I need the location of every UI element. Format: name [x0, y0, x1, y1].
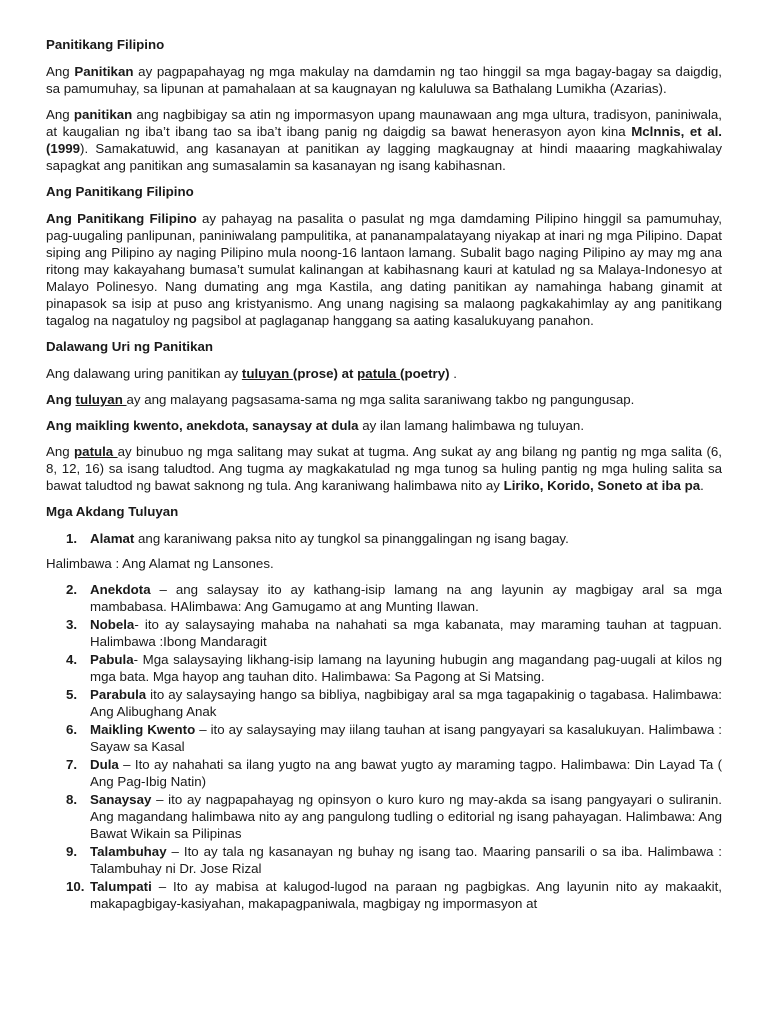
list-item: 4. Pabula- Mga salaysaying likhang-isip lamang na layuning hubugin ang magandang pag-uugali at kilos ng mga bata. Mga hayop ang tauhan dito. Halimbawa: Sa Pagong at Si Matsing. [66, 652, 722, 684]
list-item: 8. Sanaysay – ito ay nagpapahayag ng opinsyon o kuro kuro ng may-akda sa isang pangyayari o suliranin. Ang magandang halimbawa nito ay ang pangulong tudling o editorial ng isang pahayagan. Halimbawa: Ang Bawat Wikain sa Pilipinas [66, 792, 722, 841]
list-akdang-tuluyan-first [46, 530, 722, 547]
list-item: 9. Talambuhay – Ito ay tala ng kasanayan ng buhay ng isang tao. Maaring pansarili o sa iba. Halimbawa : Talambuhay ni Dr. Jose Rizal [66, 844, 722, 876]
paragraph-panitikang-filipino: Ang Panitikang Filipino ay pahayag na pasalita o pasulat ng mga damdaming Pilipino hinggil sa pamumuhay, pag-uugaling panlipunan, paniniwalang pampulitika, at pananampalatayang niyakap at inari ng mga Pilipino. Dapat siping ang Pilipino ay naging Pilipino mula noong-16 lantaon lamang. Subalit bago naging Pilipino ay may mg ana ritong may kakayahang bumasa’t sumulat kalinangan at kabihasnang kauri at katulad ng sa Malaya-Indonesyo at Malayo Polinesyo. Nang dumating ang mga Kastila, ang dating panitikan ay namahinga habang ginamit at pinapasok sa isip at puso ang kristyanismo. Ang unang nagising sa malaong pagkakahimlay ay ang panitikang tagalog na nagatuloy ng pagsibol at paglaganap hanggang sa aating kasalukuyang panahon. [46, 211, 722, 328]
heading-ang-panitikang-filipino: Ang Panitikang Filipino [46, 184, 194, 199]
example-alamat: Halimbawa : Ang Alamat ng Lansones. [46, 556, 274, 571]
list-item: 7. Dula – Ito ay nahahati sa ilang yugto na ang bawat yugto ay maraming tagpo. Halimbawa: Din Layad Ta ( Ang Pag-Ibig Natin) [66, 757, 722, 789]
list-item: 5. Parabula ito ay salaysaying hango sa bibliya, nagbibigay aral sa mga tagapakinig o tagabasa. Halimbawa: Ang Alibughang Anak [66, 687, 722, 719]
list-item: 3. Nobela- ito ay salaysaying mahaba na nahahati sa mga kabanata, may maraming tauhan at tagpuan. Halimbawa :Ibong Mandaragit [66, 617, 722, 649]
heading-mga-akdang-tuluyan: Mga Akdang Tuluyan [46, 504, 179, 519]
document-page [46, 36, 722, 913]
paragraph-dalawang-uri: Ang dalawang uring panitikan ay tuluyan (prose) at patula (poetry) . [46, 366, 457, 381]
list-item: 1. Alamat ang karaniwang paksa nito ay tungkol sa pinanggalingan ng isang bagay. [66, 531, 569, 546]
paragraph-panitikan-information: Ang panitikan ang nagbibigay sa atin ng impormasyon upang maunawaan ang mga ultura, tradisyon, paniniwala, at kaugalian ng iba’t ibang tao sa iba’t ibang panig ng daigdig sa bawat henerasyon ayon kina Mclnnis, et al. (1999). Samakatuwid, ang kasanayan at panitikan ay lagging magkaugnay at hindi maaaring magkahiwalay sapagkat ang panitikan ang sumasalamin sa kasanayan ng isang kabihasnan. [46, 107, 722, 173]
paragraph-panitikan-definition: Ang Panitikan ay pagpapahayag ng mga makulay na damdamin ng tao hinggil sa mga bagay-bagay sa daigdig, sa pamumuhay, sa lipunan at pamahalaan at sa kaugnayan ng kaluluwa sa Bathalang Lumikha (Azarias). [46, 64, 722, 96]
paragraph-patula: Ang patula ay binubuo ng mga salitang may sukat at tugma. Ang sukat ay ang bilang ng pantig ng mga salita (6, 8, 12, 16) sa isang taludtod. Ang tugma ay magkakatulad ng mga tunog sa huling pantig ng mga huling salita sa bawat taludtod ng bawat saknong ng tula. Ang karaniwang halimbawa nito ay Liriko, Korido, Soneto at iba pa. [46, 444, 722, 493]
list-item: 10. Talumpati – Ito ay mabisa at kalugod-lugod na paraan ng pagbigkas. Ang layunin nito ay makaakit, makapagbigay-kasiyahan, makapagpaniwala, magbigay ng impormasyon at [66, 879, 722, 911]
paragraph-tuluyan-examples: Ang maikling kwento, anekdota, sanaysay at dula ay ilan lamang halimbawa ng tuluyan. [46, 418, 585, 433]
list-item: 6. Maikling Kwento – ito ay salaysaying may iilang tauhan at isang pangyayari sa kasalukuyan. Halimbawa : Sayaw sa Kasal [66, 722, 722, 754]
list-akdang-tuluyan [46, 581, 722, 912]
paragraph-tuluyan: Ang tuluyan ay ang malayang pagsasama-sama ng mga salita saraniwang takbo ng pangungusap. [46, 392, 635, 407]
list-item: 2. Anekdota – ang salaysay ito ay kathang-isip lamang na ang layunin ay magbigay aral sa mga mambabasa. HAlimbawa: Ang Gamugamo at ang Munting Ilawan. [66, 582, 722, 614]
heading-panitikang-filipino: Panitikang Filipino [46, 37, 165, 52]
heading-dalawang-uri: Dalawang Uri ng Panitikan [46, 339, 213, 354]
